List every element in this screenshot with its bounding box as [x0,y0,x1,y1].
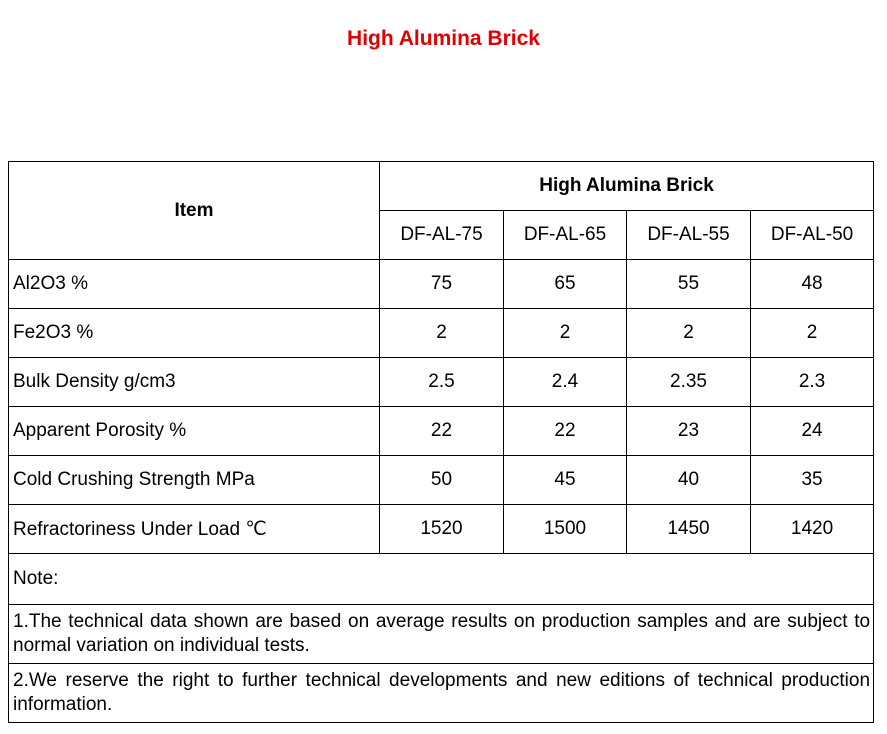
table-row [9,456,874,505]
table-cell: 24 [751,407,874,456]
table-cell: 48 [751,260,874,309]
table-cell: 1520 [380,505,504,554]
row-label: Bulk Density g/cm3 [9,358,380,407]
table-cell: 50 [380,456,504,505]
table-cell: 2 [751,309,874,358]
table-cell: 40 [627,456,751,505]
table-cell: 1420 [751,505,874,554]
table-cell: 2.35 [627,358,751,407]
table-row [9,358,874,407]
table-cell: 2.3 [751,358,874,407]
note-text: 1.The technical data shown are based on average results on production samples and are subject to normal variation on individual tests. [9,605,874,664]
item-header: Item [9,162,380,260]
row-label: Apparent Porosity % [9,407,380,456]
grade-header: DF-AL-50 [751,211,874,260]
row-label: Al2O3 % [9,260,380,309]
table-cell: 65 [504,260,627,309]
table-row [9,260,874,309]
row-label: Cold Crushing Strength MPa [9,456,380,505]
table-row [9,407,874,456]
grade-header: DF-AL-55 [627,211,751,260]
row-label: Refractoriness Under Load ℃ [9,505,380,554]
note-row [9,605,874,664]
table-cell: 2 [380,309,504,358]
table-cell: 1450 [627,505,751,554]
table-cell: 22 [504,407,627,456]
table-row [9,309,874,358]
table-cell: 23 [627,407,751,456]
table-cell: 2 [504,309,627,358]
table-cell: 35 [751,456,874,505]
table-cell: 2 [627,309,751,358]
table-cell: 45 [504,456,627,505]
grade-header: DF-AL-65 [504,211,627,260]
group-header: High Alumina Brick [380,162,874,211]
grade-header: DF-AL-75 [380,211,504,260]
table-row [9,505,874,554]
table-cell: 75 [380,260,504,309]
note-row [9,664,874,723]
table-cell: 2.5 [380,358,504,407]
note-heading-row [9,554,874,605]
table-cell: 55 [627,260,751,309]
table-cell: 1500 [504,505,627,554]
note-text: 2.We reserve the right to further technical developments and new editions of technical production information. [9,664,874,723]
row-label: Fe2O3 % [9,309,380,358]
note-heading: Note: [9,554,874,605]
page-title: High Alumina Brick [347,27,540,50]
spec-table [8,161,874,723]
table-cell: 2.4 [504,358,627,407]
table-cell: 22 [380,407,504,456]
table-header-row [9,162,874,211]
